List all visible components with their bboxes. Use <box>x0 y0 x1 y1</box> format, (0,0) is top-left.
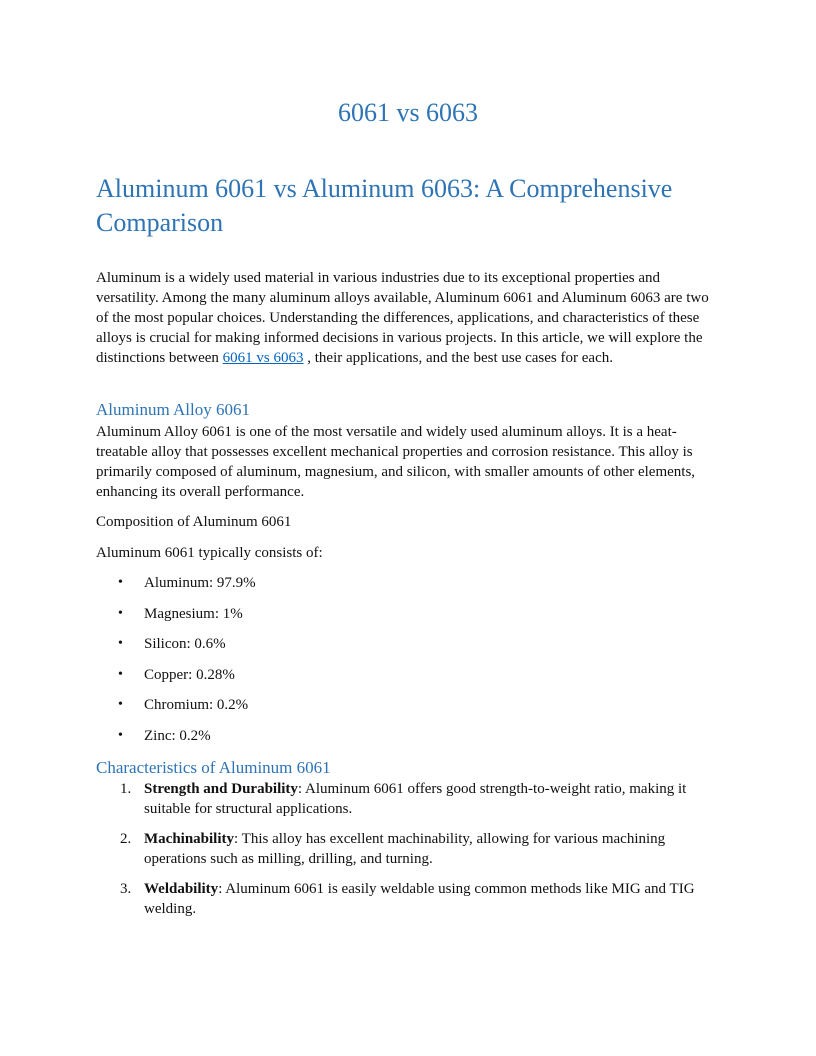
item-term: Machinability <box>144 831 235 847</box>
list-item <box>96 879 720 919</box>
intro-text-before: Aluminum is a widely used material in various industries due to its exceptional properties and versatility. Among the many aluminum alloys available, Aluminum 6061 and Aluminum 6063 are two of the most popular choices. Understanding the differences, applications, and characteristics of these alloys is crucial for making informed decisions in various projects. In this article, we will explore the distinctions between <box>96 270 709 366</box>
item-number: 2. <box>120 831 132 847</box>
bullet-icon: • <box>118 605 123 621</box>
comparison-link[interactable]: 6061 vs 6063 <box>222 350 304 366</box>
composition-item: Silicon: 0.6% <box>144 636 226 653</box>
alloy-paragraph: Aluminum Alloy 6061 is one of the most versatile and widely used aluminum alloys. It is a heat-treatable alloy that possesses excellent mechanical properties and corrosion resistance. This alloy is primarily composed of aluminum, magnesium, and silicon, with smaller amounts of other elements, enhancing its overall performance. <box>96 424 696 500</box>
composition-item: Copper: 0.28% <box>144 666 235 683</box>
bullet-icon: • <box>118 697 123 713</box>
list-item <box>96 726 720 746</box>
bullet-icon: • <box>118 666 123 682</box>
characteristics-list <box>96 779 720 929</box>
item-term: Weldability <box>144 881 219 897</box>
list-item <box>96 695 720 715</box>
composition-item: Zinc: 0.2% <box>144 727 211 744</box>
document-title: 6061 vs 6063 <box>337 98 479 127</box>
item-text: : This alloy has excellent machinability, allowing for various machining operations such as milling, drilling, and turning. <box>144 831 666 867</box>
document-page <box>96 0 720 1056</box>
intro-text-after: , their applications, and the best use cases for each. <box>303 350 613 366</box>
intro-paragraph <box>96 268 720 368</box>
item-number: 1. <box>120 781 132 797</box>
item-text: : Aluminum 6061 offers good strength-to-weight ratio, making it suitable for structural applications. <box>144 781 687 817</box>
consists-label: Aluminum 6061 typically consists of: <box>96 545 323 561</box>
item-term: Strength and Durability <box>144 781 298 797</box>
list-item <box>96 829 720 869</box>
composition-label: Composition of Aluminum 6061 <box>96 514 292 530</box>
bullet-icon: • <box>118 636 123 652</box>
section-heading-alloy: Aluminum Alloy 6061 <box>96 400 250 419</box>
list-item <box>96 573 720 593</box>
list-item <box>96 634 720 654</box>
list-item <box>96 665 720 685</box>
item-number: 3. <box>120 881 132 897</box>
composition-item: Chromium: 0.2% <box>144 697 249 714</box>
composition-item: Magnesium: 1% <box>144 605 243 622</box>
bullet-icon: • <box>118 575 123 590</box>
list-item <box>96 604 720 624</box>
section-heading-characteristics: Characteristics of Aluminum 6061 <box>96 758 331 777</box>
bullet-icon: • <box>118 727 123 743</box>
composition-item: Aluminum: 97.9% <box>144 575 256 591</box>
main-heading: Aluminum 6061 vs Aluminum 6063: A Comprehensive Comparison <box>96 174 673 237</box>
list-item <box>96 779 720 819</box>
composition-list <box>96 573 720 757</box>
item-text: : Aluminum 6061 is easily weldable using common methods like MIG and TIG welding. <box>144 881 695 917</box>
